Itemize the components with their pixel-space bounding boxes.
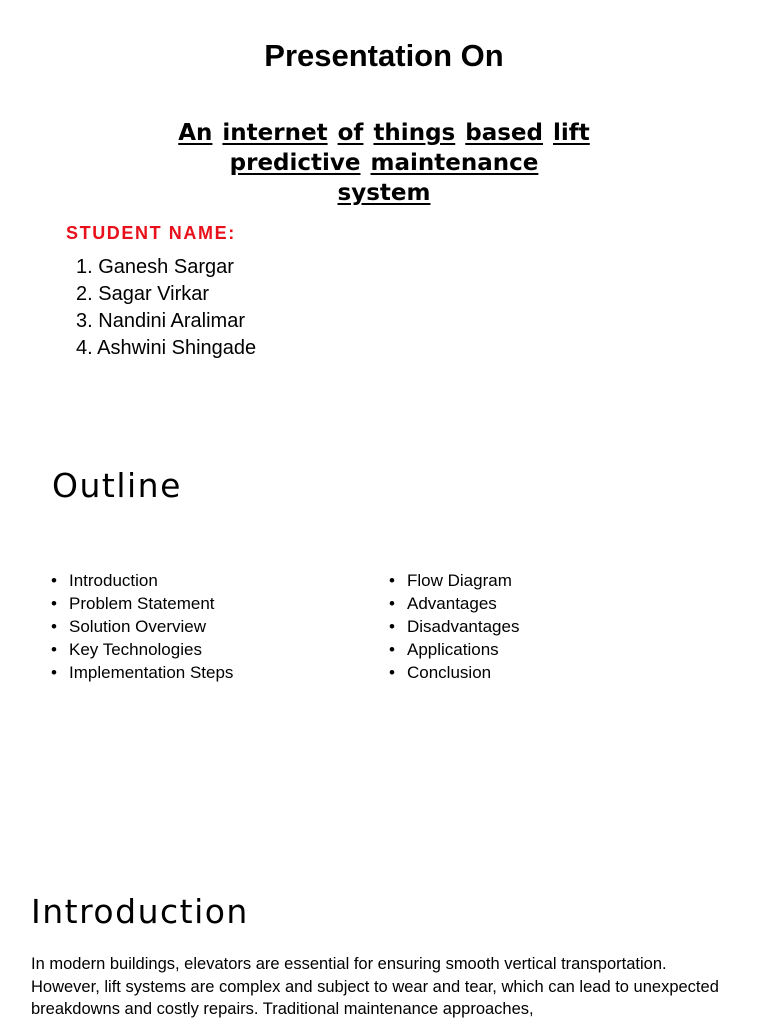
- subtitle-word: things: [373, 120, 456, 146]
- outline-item-label: Advantages: [407, 594, 497, 613]
- bullet-icon: •: [389, 663, 395, 682]
- outline-item-label: Solution Overview: [69, 617, 207, 636]
- subtitle-word: system: [337, 180, 431, 206]
- outline-item-label: Applications: [407, 640, 499, 659]
- outline-item: [51, 569, 233, 592]
- student-name: Sagar Virkar: [98, 283, 210, 305]
- outline-item: [389, 615, 519, 638]
- student-item: 3. Nandini Aralimar: [76, 310, 245, 332]
- student-item: 2. Sagar Virkar: [76, 283, 210, 305]
- bullet-icon: •: [51, 640, 57, 659]
- subtitle-word: of: [337, 120, 364, 146]
- bullet-icon: •: [51, 594, 57, 613]
- project-subtitle: [140, 118, 628, 208]
- outline-item: [51, 661, 233, 684]
- student-name: Ashwini Shingade: [97, 337, 257, 359]
- outline-item-label: Implementation Steps: [69, 663, 234, 682]
- outline-item-label: Problem Statement: [69, 594, 215, 613]
- bullet-icon: •: [389, 571, 395, 590]
- outline-heading: Outline: [52, 466, 182, 505]
- bullet-icon: •: [389, 594, 395, 613]
- student-name: Nandini Aralimar: [98, 310, 245, 332]
- outline-item-label: Flow Diagram: [407, 571, 512, 590]
- outline-item: [51, 592, 233, 615]
- outline-item-label: Disadvantages: [407, 617, 520, 636]
- bullet-icon: •: [389, 640, 395, 659]
- outline-item-label: Conclusion: [407, 663, 492, 682]
- subtitle-word: predictive: [229, 150, 361, 176]
- bullet-icon: •: [389, 617, 395, 636]
- subtitle-word: lift: [553, 120, 590, 146]
- subtitle-word: internet: [222, 120, 328, 146]
- outline-item: [389, 569, 519, 592]
- student-item: 4. Ashwini Shingade: [76, 337, 257, 359]
- outline-item: [51, 615, 233, 638]
- outline-list-left: [51, 569, 233, 684]
- outline-list-right: [389, 569, 519, 684]
- introduction-heading: Introduction: [31, 892, 249, 931]
- outline-item-label: Key Technologies: [69, 640, 202, 659]
- bullet-icon: •: [51, 663, 57, 682]
- bullet-icon: •: [51, 617, 57, 636]
- subtitle-word: An: [178, 120, 213, 146]
- outline-item: [389, 638, 519, 661]
- student-list: [76, 254, 256, 362]
- student-name-label: STUDENT NAME:: [66, 223, 236, 243]
- outline-item: [389, 592, 519, 615]
- subtitle-word: maintenance: [370, 150, 539, 176]
- outline-item: [51, 638, 233, 661]
- bullet-icon: •: [51, 571, 57, 590]
- presentation-title: Presentation On: [264, 38, 504, 73]
- outline-item: [389, 661, 519, 684]
- student-item: 1. Ganesh Sargar: [76, 256, 234, 278]
- outline-item-label: Introduction: [69, 571, 158, 590]
- student-name: Ganesh Sargar: [98, 256, 234, 278]
- subtitle-word: based: [465, 120, 543, 146]
- introduction-paragraph: In modern buildings, elevators are essential for ensuring smooth vertical transportation. However, lift systems are complex and subject to wear and tear, which can lead to unexpected breakdowns and costly repairs. Traditional maintenance approaches,: [31, 955, 719, 1018]
